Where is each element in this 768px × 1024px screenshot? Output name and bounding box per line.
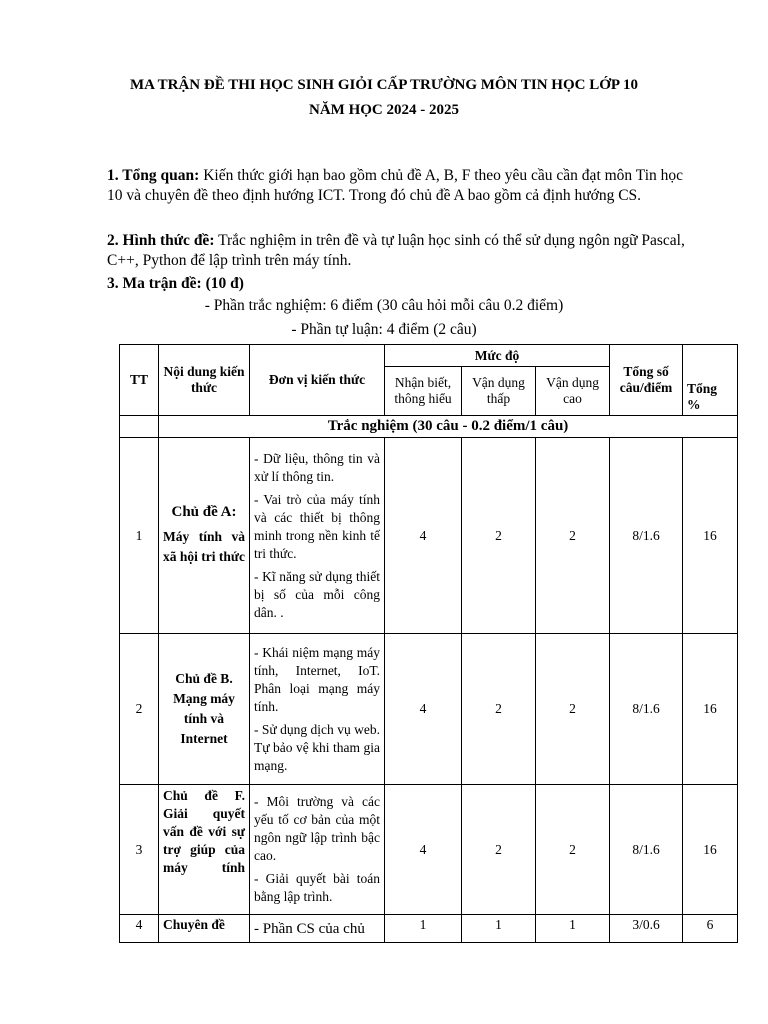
multiple-choice-note: - Phần trắc nghiệm: 6 điểm (30 câu hỏi mỗi câu 0.2 điểm) <box>204 297 564 314</box>
section-overview-text: Kiến thức giới hạn bao gồm chủ đề A, B, F theo yêu cầu cần đạt môn Tin học 10 và chuyên đề theo định hướng ICT. Trong đó chủ đề A bao gồm cả định hướng CS. <box>107 167 684 204</box>
document-title-line1: MA TRẬN ĐỀ THI HỌC SINH GIỎI CẤP TRƯỜNG MÔN TIN HỌC LỚP 10 <box>130 77 638 93</box>
unit-item: - Giải quyết bài toán bằng lập trình. <box>254 871 380 904</box>
topic-title: Chủ đề B. <box>175 671 233 686</box>
section-format-text: Trắc nghiệm in trên đề và tự luận học sinh có thể sử dụng ngôn ngữ Pascal, C++, Python để lập trình trên máy tính. <box>107 232 685 269</box>
table-header-row <box>120 345 738 367</box>
row-recognition: 4 <box>385 438 462 634</box>
row-topic <box>159 634 250 785</box>
row-percent: 16 <box>683 785 738 915</box>
document-title-line2: NĂM HỌC 2024 - 2025 <box>309 102 459 118</box>
unit-item: - Sử dụng dịch vụ web. Tự bảo vệ khi tham gia mạng. <box>254 721 380 773</box>
row-topic <box>159 438 250 634</box>
exam-matrix-table <box>119 344 738 943</box>
section-row <box>120 416 738 438</box>
row-high-application: 2 <box>536 785 610 915</box>
row-unit: - Phần CS của chủ <box>250 915 385 943</box>
row-tt: 3 <box>120 785 159 915</box>
header-recognition: Nhận biết, thông hiểu <box>385 367 462 416</box>
row-total: 8/1.6 <box>610 438 683 634</box>
row-low-application: 1 <box>462 915 536 943</box>
topic-title: Chủ đề A: <box>171 504 237 520</box>
row-tt: 4 <box>120 915 159 943</box>
section-overview <box>107 166 697 206</box>
unit-item: - Vai trò của máy tính và các thiết bị thông minh trong nền kinh tế tri thức. <box>254 491 380 561</box>
section-overview-heading: 1. Tổng quan: <box>107 167 200 184</box>
header-high-application: Vận dụng cao <box>536 367 610 416</box>
table-row <box>120 634 738 785</box>
table-row <box>120 438 738 634</box>
row-percent: 16 <box>683 438 738 634</box>
row-tt: 2 <box>120 634 159 785</box>
row-percent: 6 <box>683 915 738 943</box>
unit-item: - Kĩ năng sử dụng thiết bị số của mỗi công dân. . <box>254 568 380 620</box>
row-topic: Chủ đề F. Giải quyết vấn đề với sự trợ giúp của máy tính <box>159 785 250 915</box>
header-total: Tổng số câu/điểm <box>610 345 683 416</box>
row-low-application: 2 <box>462 785 536 915</box>
topic-subtitle: Mạng máy tính và Internet <box>173 691 235 746</box>
row-percent: 16 <box>683 634 738 785</box>
section-format <box>107 231 697 271</box>
row-high-application: 2 <box>536 634 610 785</box>
row-total: 8/1.6 <box>610 785 683 915</box>
unit-item: - Khái niệm mạng máy tính, Internet, IoT. Phân loại mạng máy tính. <box>254 644 380 714</box>
unit-item: - Môi trường và các yếu tố cơ bản của một ngôn ngữ lập trình bậc cao. <box>254 794 380 863</box>
row-topic: Chuyên đề <box>159 915 250 943</box>
table-row <box>120 915 738 943</box>
row-total: 3/0.6 <box>610 915 683 943</box>
header-content: Nội dung kiến thức <box>159 345 250 416</box>
row-units <box>250 634 385 785</box>
section-row-empty <box>120 416 159 438</box>
row-recognition: 4 <box>385 634 462 785</box>
row-low-application: 2 <box>462 634 536 785</box>
topic-subtitle: Máy tính và xã hội tri thức <box>163 529 245 564</box>
row-total: 8/1.6 <box>610 634 683 785</box>
row-units <box>250 785 385 915</box>
header-low-application: Vận dụng thấp <box>462 367 536 416</box>
row-low-application: 2 <box>462 438 536 634</box>
row-recognition: 1 <box>385 915 462 943</box>
row-tt: 1 <box>120 438 159 634</box>
header-tt: TT <box>120 345 159 416</box>
header-percent: Tổng % <box>683 345 738 416</box>
header-unit: Đơn vị kiến thức <box>250 345 385 416</box>
unit-item: - Dữ liệu, thông tin và xử lí thông tin. <box>254 450 380 484</box>
row-recognition: 4 <box>385 785 462 915</box>
row-units <box>250 438 385 634</box>
section-multiple-choice: Trắc nghiệm (30 câu - 0.2 điểm/1 câu) <box>159 416 738 438</box>
row-high-application: 2 <box>536 438 610 634</box>
section-format-heading: 2. Hình thức đề: <box>107 232 215 249</box>
section-matrix-heading: 3. Ma trận đề: (10 đ) <box>107 275 244 292</box>
essay-note: - Phần tự luận: 4 điểm (2 câu) <box>291 321 477 338</box>
table-row <box>120 785 738 915</box>
row-high-application: 1 <box>536 915 610 943</box>
header-level: Mức độ <box>385 345 610 367</box>
section-matrix <box>107 274 697 294</box>
